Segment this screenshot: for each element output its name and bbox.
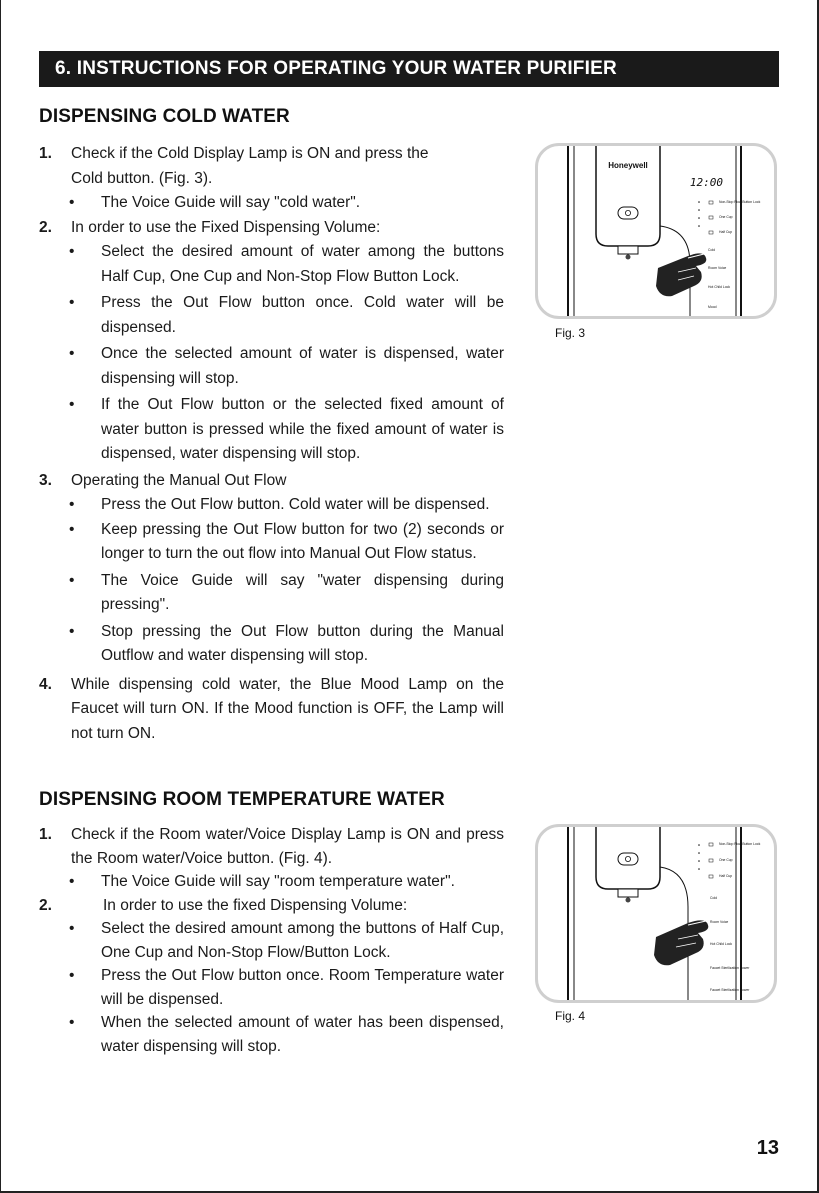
fig4-label-3: Cold xyxy=(710,896,717,900)
bullet-text: The Voice Guide will say "room temperature water". xyxy=(101,873,455,890)
section-title: 6. INSTRUCTIONS FOR OPERATING YOUR WATER PURIFIER xyxy=(39,51,779,87)
pointing-hand-icon xyxy=(654,920,708,965)
cold-item-2-bullet-2: • Press the Out Flow button once. Cold water will be dispensed. xyxy=(69,294,504,336)
item-number: 1. xyxy=(39,145,52,162)
fig4-label-4: Room Voice xyxy=(710,920,729,924)
bullet-text: Stop pressing the Out Flow button during the Manual Outflow and water dispensing will stop. xyxy=(101,622,504,664)
room-item-2-bullet-1: • Select the desired amount among the buttons of Half Cup, One Cup and Non-Stop Flow/Button Lock. xyxy=(69,920,504,961)
room-instructions xyxy=(39,823,504,1058)
cold-item-2-bullet-4: • If the Out Flow button or the selected fixed amount of water button is pressed while the fixed amount of water is dispensed, water dispensing will stop. xyxy=(69,396,504,462)
dispense-button-icon xyxy=(618,207,638,219)
cold-item-1-bullet: • The Voice Guide will say "cold water". xyxy=(69,194,361,211)
bullet-text: Press the Out Flow button once. Cold water will be dispensed. xyxy=(101,294,504,336)
cold-item-3-bullet-1: • Press the Out Flow button. Cold water will be dispensed. xyxy=(69,496,490,513)
bullet-text: The Voice Guide will say "water dispensing during pressing". xyxy=(101,571,504,613)
room-item-1-bullet: • The Voice Guide will say "room temperature water". xyxy=(69,873,455,890)
pointing-hand-icon xyxy=(656,253,706,296)
fig3-label-0: Non-Stop Flow Button Lock xyxy=(719,200,761,204)
room-heading: DISPENSING ROOM TEMPERATURE WATER xyxy=(39,789,445,810)
figure-3 xyxy=(535,143,777,319)
cold-item-3-bullet-3: • The Voice Guide will say "water dispensing during pressing". xyxy=(69,571,504,613)
fig4-label-1: One Cup xyxy=(719,858,733,862)
item-number: 1. xyxy=(39,826,52,843)
cold-item-4 xyxy=(39,673,504,747)
item-text: Check if the Room water/Voice Display Lamp is ON and press the Room water/Voice button. (Fig. 4). xyxy=(71,826,504,867)
fig3-label-4: Room Voice xyxy=(708,266,727,270)
fig3-label-5: Hot Child Lock xyxy=(708,285,731,289)
room-item-2 xyxy=(39,894,504,918)
cold-item-3-bullet-2: • Keep pressing the Out Flow button for two (2) seconds or longer to turn the out flow into Manual Out Flow status. xyxy=(69,520,504,562)
room-item-2-bullet-3: • When the selected amount of water has been dispensed, water dispensing will stop. xyxy=(69,1014,504,1055)
item-text: In order to use the Fixed Dispensing Volume: xyxy=(71,218,381,236)
brand-logo: Honeywell xyxy=(608,161,648,170)
fig3-label-2: Half Cup xyxy=(719,230,733,234)
water-purifier-illustration xyxy=(538,827,774,1000)
figure-4-caption: Fig. 4 xyxy=(555,1009,586,1023)
room-item-2-bullet-2: • Press the Out Flow button once. Room Temperature water will be dispensed. xyxy=(69,967,504,1008)
fig3-label-6: Mood xyxy=(708,305,717,309)
item-number: 2. xyxy=(39,896,52,914)
bullet-text: Press the Out Flow button once. Room Temperature water will be dispensed. xyxy=(101,967,504,1008)
fig4-label-0: Non-Stop Flow Button Lock xyxy=(719,842,761,846)
bullet-text: Once the selected amount of water is dispensed, water dispensing will stop. xyxy=(101,345,504,387)
page-number: 13 xyxy=(756,1137,779,1159)
item-text: Check if the Cold Display Lamp is ON and press the xyxy=(71,145,429,162)
page-border-left xyxy=(0,0,1,1193)
fig4-label-2: Half Cup xyxy=(719,874,733,878)
bullet-text: Keep pressing the Out Flow button for two (2) seconds or longer to turn the out flow into Manual Out Flow status. xyxy=(101,520,504,562)
cold-item-2-bullet-1: • Select the desired amount of water among the buttons Half Cup, One Cup and Non-Stop Flow Button Lock. xyxy=(69,243,504,285)
figure-4 xyxy=(535,824,777,1003)
item-text: In order to use the fixed Dispensing Volume: xyxy=(103,896,408,914)
cold-instructions xyxy=(39,142,504,746)
figure-3-caption: Fig. 3 xyxy=(555,326,586,340)
room-item-1 xyxy=(39,823,504,870)
faucet-icon xyxy=(618,246,638,254)
fig3-label-1: One Cup xyxy=(719,215,733,219)
item-number: 4. xyxy=(39,675,52,693)
bullet-text: Press the Out Flow button. Cold water will be dispensed. xyxy=(101,496,490,513)
display-readout: 12:00 xyxy=(689,176,723,189)
water-purifier-illustration xyxy=(538,146,774,316)
fig4-label-6: Faucet Sterilization Power xyxy=(710,966,750,970)
dispense-button-icon xyxy=(618,853,638,865)
item-number: 2. xyxy=(39,218,52,236)
bullet-text: The Voice Guide will say "cold water". xyxy=(101,194,361,211)
bullet-text: Select the desired amount of water among the buttons Half Cup, One Cup and Non-Stop Flow Button Lock. xyxy=(101,243,504,285)
fig3-label-3: Cold xyxy=(708,248,715,252)
item-text: Cold button. (Fig. 3). xyxy=(71,169,213,187)
bullet-text: When the selected amount of water has been dispensed, water dispensing will stop. xyxy=(101,1014,504,1055)
cold-item-2-bullet-3: • Once the selected amount of water is dispensed, water dispensing will stop. xyxy=(69,345,504,387)
item-text: While dispensing cold water, the Blue Mood Lamp on the Faucet will turn ON. If the Mood function is OFF, the Lamp will not turn ON. xyxy=(71,675,504,742)
faucet-icon xyxy=(618,889,638,897)
bullet-text: Select the desired amount among the buttons of Half Cup, One Cup and Non-Stop Flow/Button Lock. xyxy=(101,920,504,961)
bullet-text: If the Out Flow button or the selected fixed amount of water button is pressed while the fixed amount of water is dispensed, water dispensing will stop. xyxy=(101,396,504,462)
item-number: 3. xyxy=(39,471,52,489)
fig4-label-7: Faucet Sterilization Power xyxy=(710,988,750,992)
cold-item-1 xyxy=(39,142,504,191)
fig4-label-5: Hot Child Lock xyxy=(710,942,733,946)
item-text: Operating the Manual Out Flow xyxy=(71,471,287,489)
cold-heading: DISPENSING COLD WATER xyxy=(39,106,290,127)
cold-item-2 xyxy=(39,216,504,241)
cold-item-3 xyxy=(39,469,504,494)
cold-item-3-bullet-4: • Stop pressing the Out Flow button during the Manual Outflow and water dispensing will stop. xyxy=(69,622,504,664)
